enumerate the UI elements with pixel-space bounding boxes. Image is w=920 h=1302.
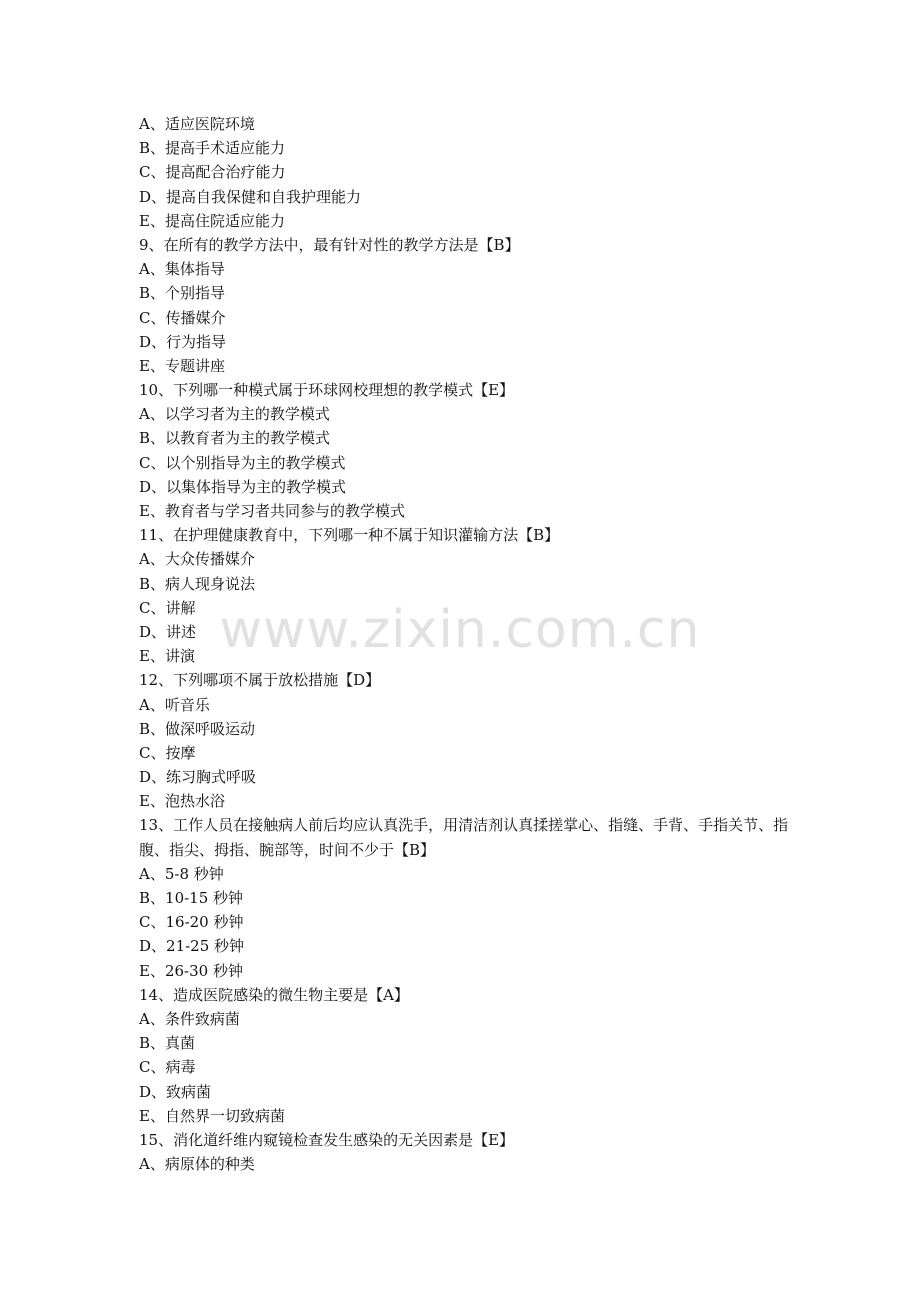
option-line: D、致病菌 bbox=[139, 1082, 212, 1101]
option-line: C、传播媒介 bbox=[139, 308, 226, 327]
option-line: A、集体指导 bbox=[139, 260, 225, 279]
option-line: D、21-25 秒钟 bbox=[139, 937, 245, 956]
option-line: C、提高配合治疗能力 bbox=[139, 163, 286, 182]
question-10: 10、下列哪一种模式属于环球网校理想的教学模式【E】 bbox=[139, 381, 515, 400]
option-line: E、泡热水浴 bbox=[139, 792, 225, 811]
option-line: B、提高手术适应能力 bbox=[139, 139, 286, 158]
question-15: 15、消化道纤维内窥镜检查发生感染的无关因素是【E】 bbox=[139, 1130, 515, 1149]
option-line: B、以教育者为主的教学模式 bbox=[139, 429, 331, 448]
question-12: 12、下列哪项不属于放松措施【D】 bbox=[139, 671, 381, 690]
option-line: A、适应医院环境 bbox=[139, 115, 255, 133]
option-line: E、专题讲座 bbox=[139, 356, 225, 375]
option-line: A、病原体的种类 bbox=[139, 1155, 255, 1174]
document-body bbox=[139, 112, 799, 1176]
question-14: 14、造成医院感染的微生物主要是【A】 bbox=[139, 985, 409, 1004]
option-line: C、16-20 秒钟 bbox=[139, 913, 244, 932]
option-line: A、听音乐 bbox=[139, 695, 210, 714]
option-line: C、以个别指导为主的教学模式 bbox=[139, 453, 346, 472]
question-11: 11、在护理健康教育中，下列哪一种不属于知识灌输方法【B】 bbox=[139, 526, 560, 545]
option-line: C、按摩 bbox=[139, 743, 196, 762]
option-line: D、练习胸式呼吸 bbox=[139, 768, 257, 787]
option-line: D、以集体指导为主的教学模式 bbox=[139, 477, 347, 496]
question-9: 9、在所有的教学方法中，最有针对性的教学方法是【B】 bbox=[139, 235, 520, 254]
option-line: B、10-15 秒钟 bbox=[139, 889, 244, 908]
option-line: B、病人现身说法 bbox=[139, 574, 256, 593]
option-line: D、行为指导 bbox=[139, 332, 227, 351]
option-line: B、个别指导 bbox=[139, 284, 226, 303]
option-line: E、教育者与学习者共同参与的教学模式 bbox=[139, 502, 405, 520]
option-line: A、以学习者为主的教学模式 bbox=[139, 405, 330, 424]
option-line: A、5-8 秒钟 bbox=[139, 864, 224, 883]
option-line: B、真菌 bbox=[139, 1034, 196, 1053]
question-13: 13、工作人员在接触病人前后均应认真洗手，用清洁剂认真揉搓掌心、指缝、手背、手指关节、指腹、指尖、拇指、腕部等，时间不少于【B】 bbox=[139, 816, 789, 859]
option-line: E、26-30 秒钟 bbox=[139, 961, 243, 980]
option-line: E、提高住院适应能力 bbox=[139, 211, 285, 230]
option-line: A、大众传播媒介 bbox=[139, 550, 255, 569]
option-line: D、提高自我保健和自我护理能力 bbox=[139, 187, 362, 206]
option-line: E、自然界一切致病菌 bbox=[139, 1106, 285, 1125]
option-line: B、做深呼吸运动 bbox=[139, 719, 256, 738]
option-line: C、病毒 bbox=[139, 1058, 196, 1077]
option-line: A、条件致病菌 bbox=[139, 1009, 240, 1028]
option-line: C、讲解 bbox=[139, 598, 196, 617]
option-line: E、讲演 bbox=[139, 647, 195, 666]
watermark-text: www.zixin.com.cn bbox=[219, 600, 701, 660]
option-line: D、讲述 bbox=[139, 622, 197, 641]
